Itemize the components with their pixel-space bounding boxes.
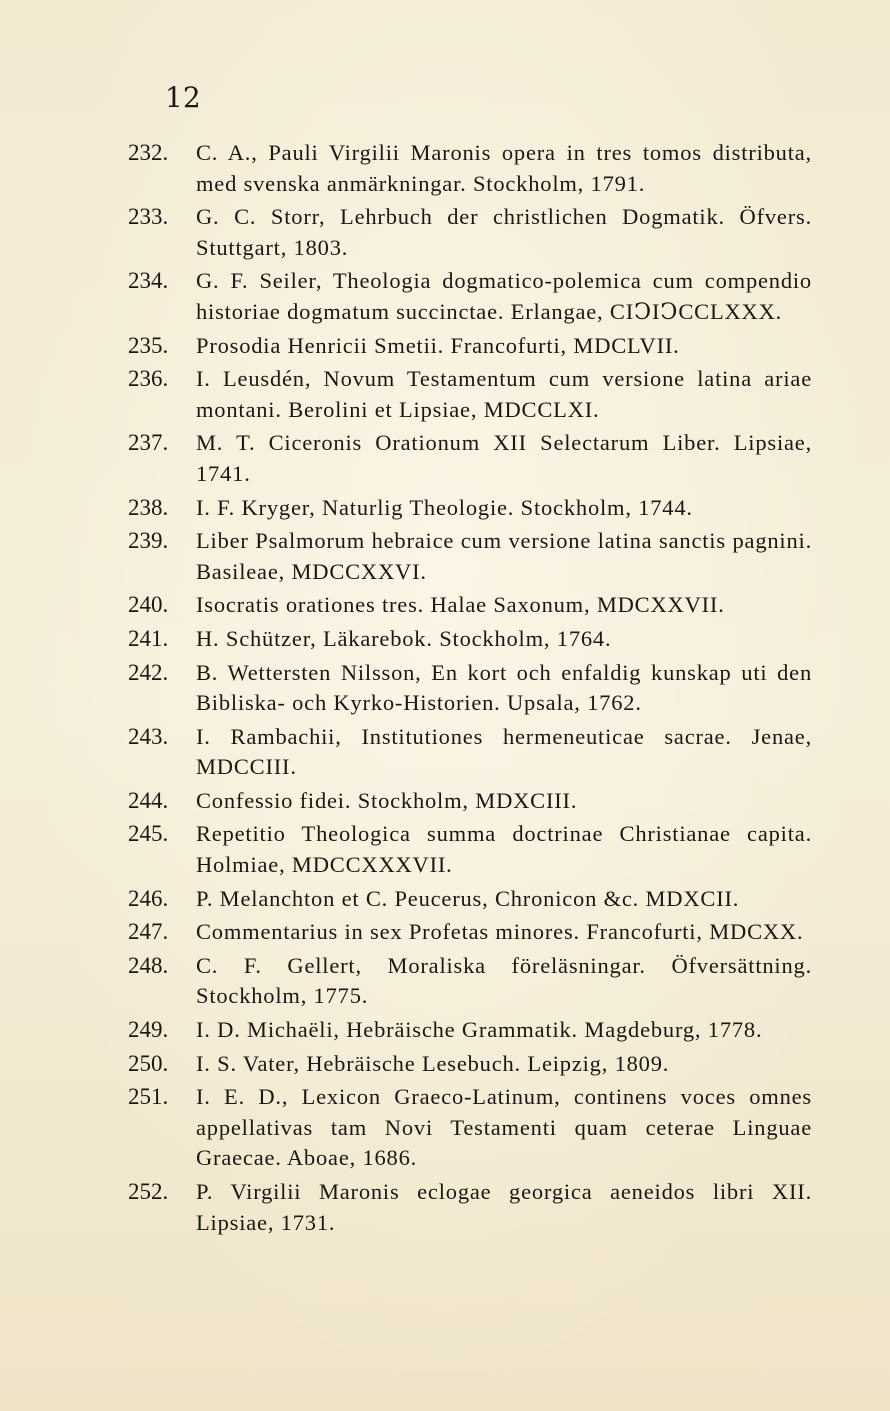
entry-text: I. S. Vater, Hebräische Lesebuch. Leipzig, 1809. <box>196 1050 670 1076</box>
entry-text: Isocratis orationes tres. Halae Saxonum, MDCXXVII. <box>196 592 725 618</box>
catalog-entry <box>0 202 890 263</box>
entry-number: 239. <box>128 528 169 554</box>
entry-text: C. F. Gellert, Moraliska föreläsningar. Öfversättning. Stockholm, 1775. <box>196 952 812 1009</box>
entry-number: 233. <box>128 204 169 230</box>
entry-number: 240. <box>128 592 169 618</box>
entry-text: M. T. Ciceronis Orationum XII Selectarum Liber. Lipsiae, 1741. <box>196 430 812 486</box>
entry-text: Confessio fidei. Stockholm, MDXCIII. <box>196 787 578 813</box>
page-number: 12 <box>165 81 201 114</box>
entry-number: 246. <box>128 885 169 911</box>
entry-number: 248. <box>128 952 169 978</box>
entry-number: 234. <box>128 268 169 294</box>
entry-text: Liber Psalmorum hebraice cum versione latina sanctis pagnini. Basileae, MDCCXXVI. <box>196 528 812 584</box>
entry-number: 244. <box>128 787 169 813</box>
catalog-entry <box>0 1177 890 1238</box>
entry-number: 238. <box>128 494 169 520</box>
entry-number: 241. <box>128 625 169 651</box>
entry-text: Prosodia Henricii Smetii. Francofurti, MDCLVII. <box>196 332 680 358</box>
catalog-entry <box>0 786 890 817</box>
catalog-entry <box>0 951 890 1012</box>
entry-text: Commentarius in sex Profetas minores. Francofurti, MDCXX. <box>196 919 804 945</box>
entry-text: C. A., Pauli Virgilii Maronis opera in tres tomos distributa, med svenska anmärkningar. Stockholm, 1791. <box>196 140 812 196</box>
entry-number: 250. <box>128 1050 169 1076</box>
entry-text: I. E. D., Lexicon Graeco-Latinum, continens voces omnes appellativas tam Novi Testamenti quam ceterae Linguae Graecae. Aboae, 1686. <box>196 1084 812 1171</box>
catalog-entry <box>0 884 890 915</box>
entry-number: 249. <box>128 1017 169 1043</box>
entry-number: 232. <box>128 140 169 165</box>
catalog-entry <box>0 624 890 655</box>
entry-number: 245. <box>128 821 169 847</box>
entry-number: 237. <box>128 430 169 456</box>
catalog-entry <box>0 1082 890 1174</box>
catalog-entry <box>0 819 890 880</box>
catalog-entry <box>0 331 890 362</box>
catalog-entry <box>0 917 890 948</box>
catalog-entry <box>0 590 890 621</box>
entry-text: I. D. Michaëli, Hebräische Grammatik. Magdeburg, 1778. <box>196 1017 763 1043</box>
entry-text: P. Virgilii Maronis eclogae georgica aeneidos libri XII. Lipsiae, 1731. <box>196 1179 812 1235</box>
entry-text: I. F. Kryger, Naturlig Theologie. Stockholm, 1744. <box>196 494 693 520</box>
catalog-entry <box>0 493 890 524</box>
entry-number: 251. <box>128 1084 169 1110</box>
catalog-entry <box>0 1015 890 1046</box>
catalog-entry <box>0 722 890 783</box>
entry-number: 247. <box>128 919 169 945</box>
entry-number: 236. <box>128 366 169 392</box>
entry-text: I. Leusdén, Novum Testamentum cum versione latina ariae montani. Berolini et Lipsiae, MDCCLXI. <box>196 366 812 422</box>
entry-number: 243. <box>128 723 169 749</box>
entry-number: 235. <box>128 332 169 358</box>
entry-number: 242. <box>128 659 169 685</box>
entry-text: G. C. Storr, Lehrbuch der christlichen Dogmatik. Öfvers. Stuttgart, 1803. <box>196 204 812 260</box>
entry-text: H. Schützer, Läkarebok. Stockholm, 1764. <box>196 625 612 651</box>
catalog-entry <box>0 266 890 327</box>
entry-text: G. F. Seiler, Theologia dogmatico-polemica cum compendio historiae dogmatum succinctae. Erlangae, CIↃIↃCCLXXX. <box>196 268 812 324</box>
catalog-entry <box>0 526 890 587</box>
entry-text: B. Wettersten Nilsson, En kort och enfaldig kunskap uti den Bibliska- och Kyrko-Historien. Upsala, 1762. <box>196 659 812 716</box>
entry-text: I. Rambachii, Institutiones hermeneuticae sacrae. Jenae, MDCCIII. <box>196 723 812 780</box>
catalog-entry <box>0 428 890 489</box>
entry-text: P. Melanchton et C. Peucerus, Chronicon &c. MDXCII. <box>196 885 740 911</box>
catalog-entry <box>0 658 890 719</box>
entry-number: 252. <box>128 1179 169 1204</box>
catalog-entry <box>0 364 890 425</box>
catalog-entries <box>0 138 890 1241</box>
catalog-entry <box>0 138 890 199</box>
entry-text: Repetitio Theologica summa doctrinae Christianae capita. Holmiae, MDCCXXXVII. <box>196 821 812 878</box>
catalog-entry <box>0 1049 890 1080</box>
